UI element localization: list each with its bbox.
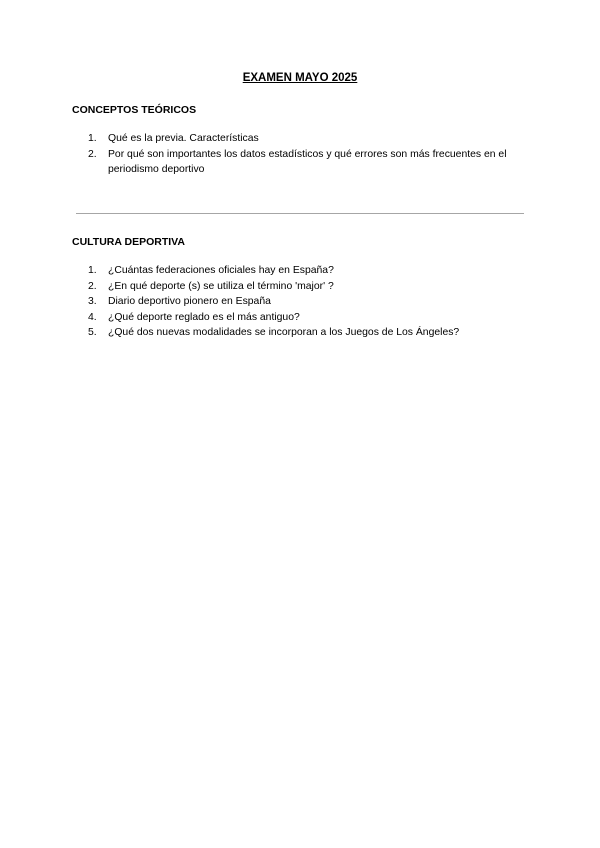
list-item <box>72 310 528 326</box>
list-item <box>72 279 528 295</box>
list-item-text: Qué es la previa. Características <box>108 133 259 144</box>
list-item-number: 4. <box>88 311 97 323</box>
list-item <box>72 294 528 310</box>
list-item-text: ¿Qué dos nuevas modalidades se incorporan a los Juegos de Los Ángeles? <box>108 327 460 338</box>
question-list-conceptos <box>72 131 528 178</box>
list-item-text: ¿Qué deporte reglado es el más antiguo? <box>108 311 300 323</box>
list-item-number: 1. <box>88 265 97 276</box>
list-item-number: 1. <box>88 133 97 144</box>
list-item <box>72 131 528 147</box>
section-heading-cultura: CULTURA DEPORTIVA <box>72 236 185 248</box>
list-item-text: Diario deportivo pionero en España <box>108 296 271 307</box>
list-item <box>72 263 528 279</box>
document-title: EXAMEN MAYO 2025 <box>242 72 358 84</box>
list-item-number: 5. <box>88 327 97 338</box>
list-item-text: ¿Cuántas federaciones oficiales hay en España? <box>108 265 334 276</box>
section-heading-conceptos: CONCEPTOS TEÓRICOS <box>72 104 197 116</box>
list-item-number: 2. <box>88 280 97 292</box>
list-item-number: 2. <box>88 148 97 160</box>
list-item-number: 3. <box>88 296 97 307</box>
list-item <box>72 325 528 341</box>
list-item-text: ¿En qué deporte (s) se utiliza el término 'major' ? <box>108 280 334 292</box>
list-item-text: Por qué son importantes los datos estadísticos y qué errores son más frecuentes en el periodismo deportivo <box>108 148 507 175</box>
horizontal-divider <box>76 213 524 214</box>
question-list-cultura <box>72 263 528 341</box>
list-item <box>72 147 528 178</box>
